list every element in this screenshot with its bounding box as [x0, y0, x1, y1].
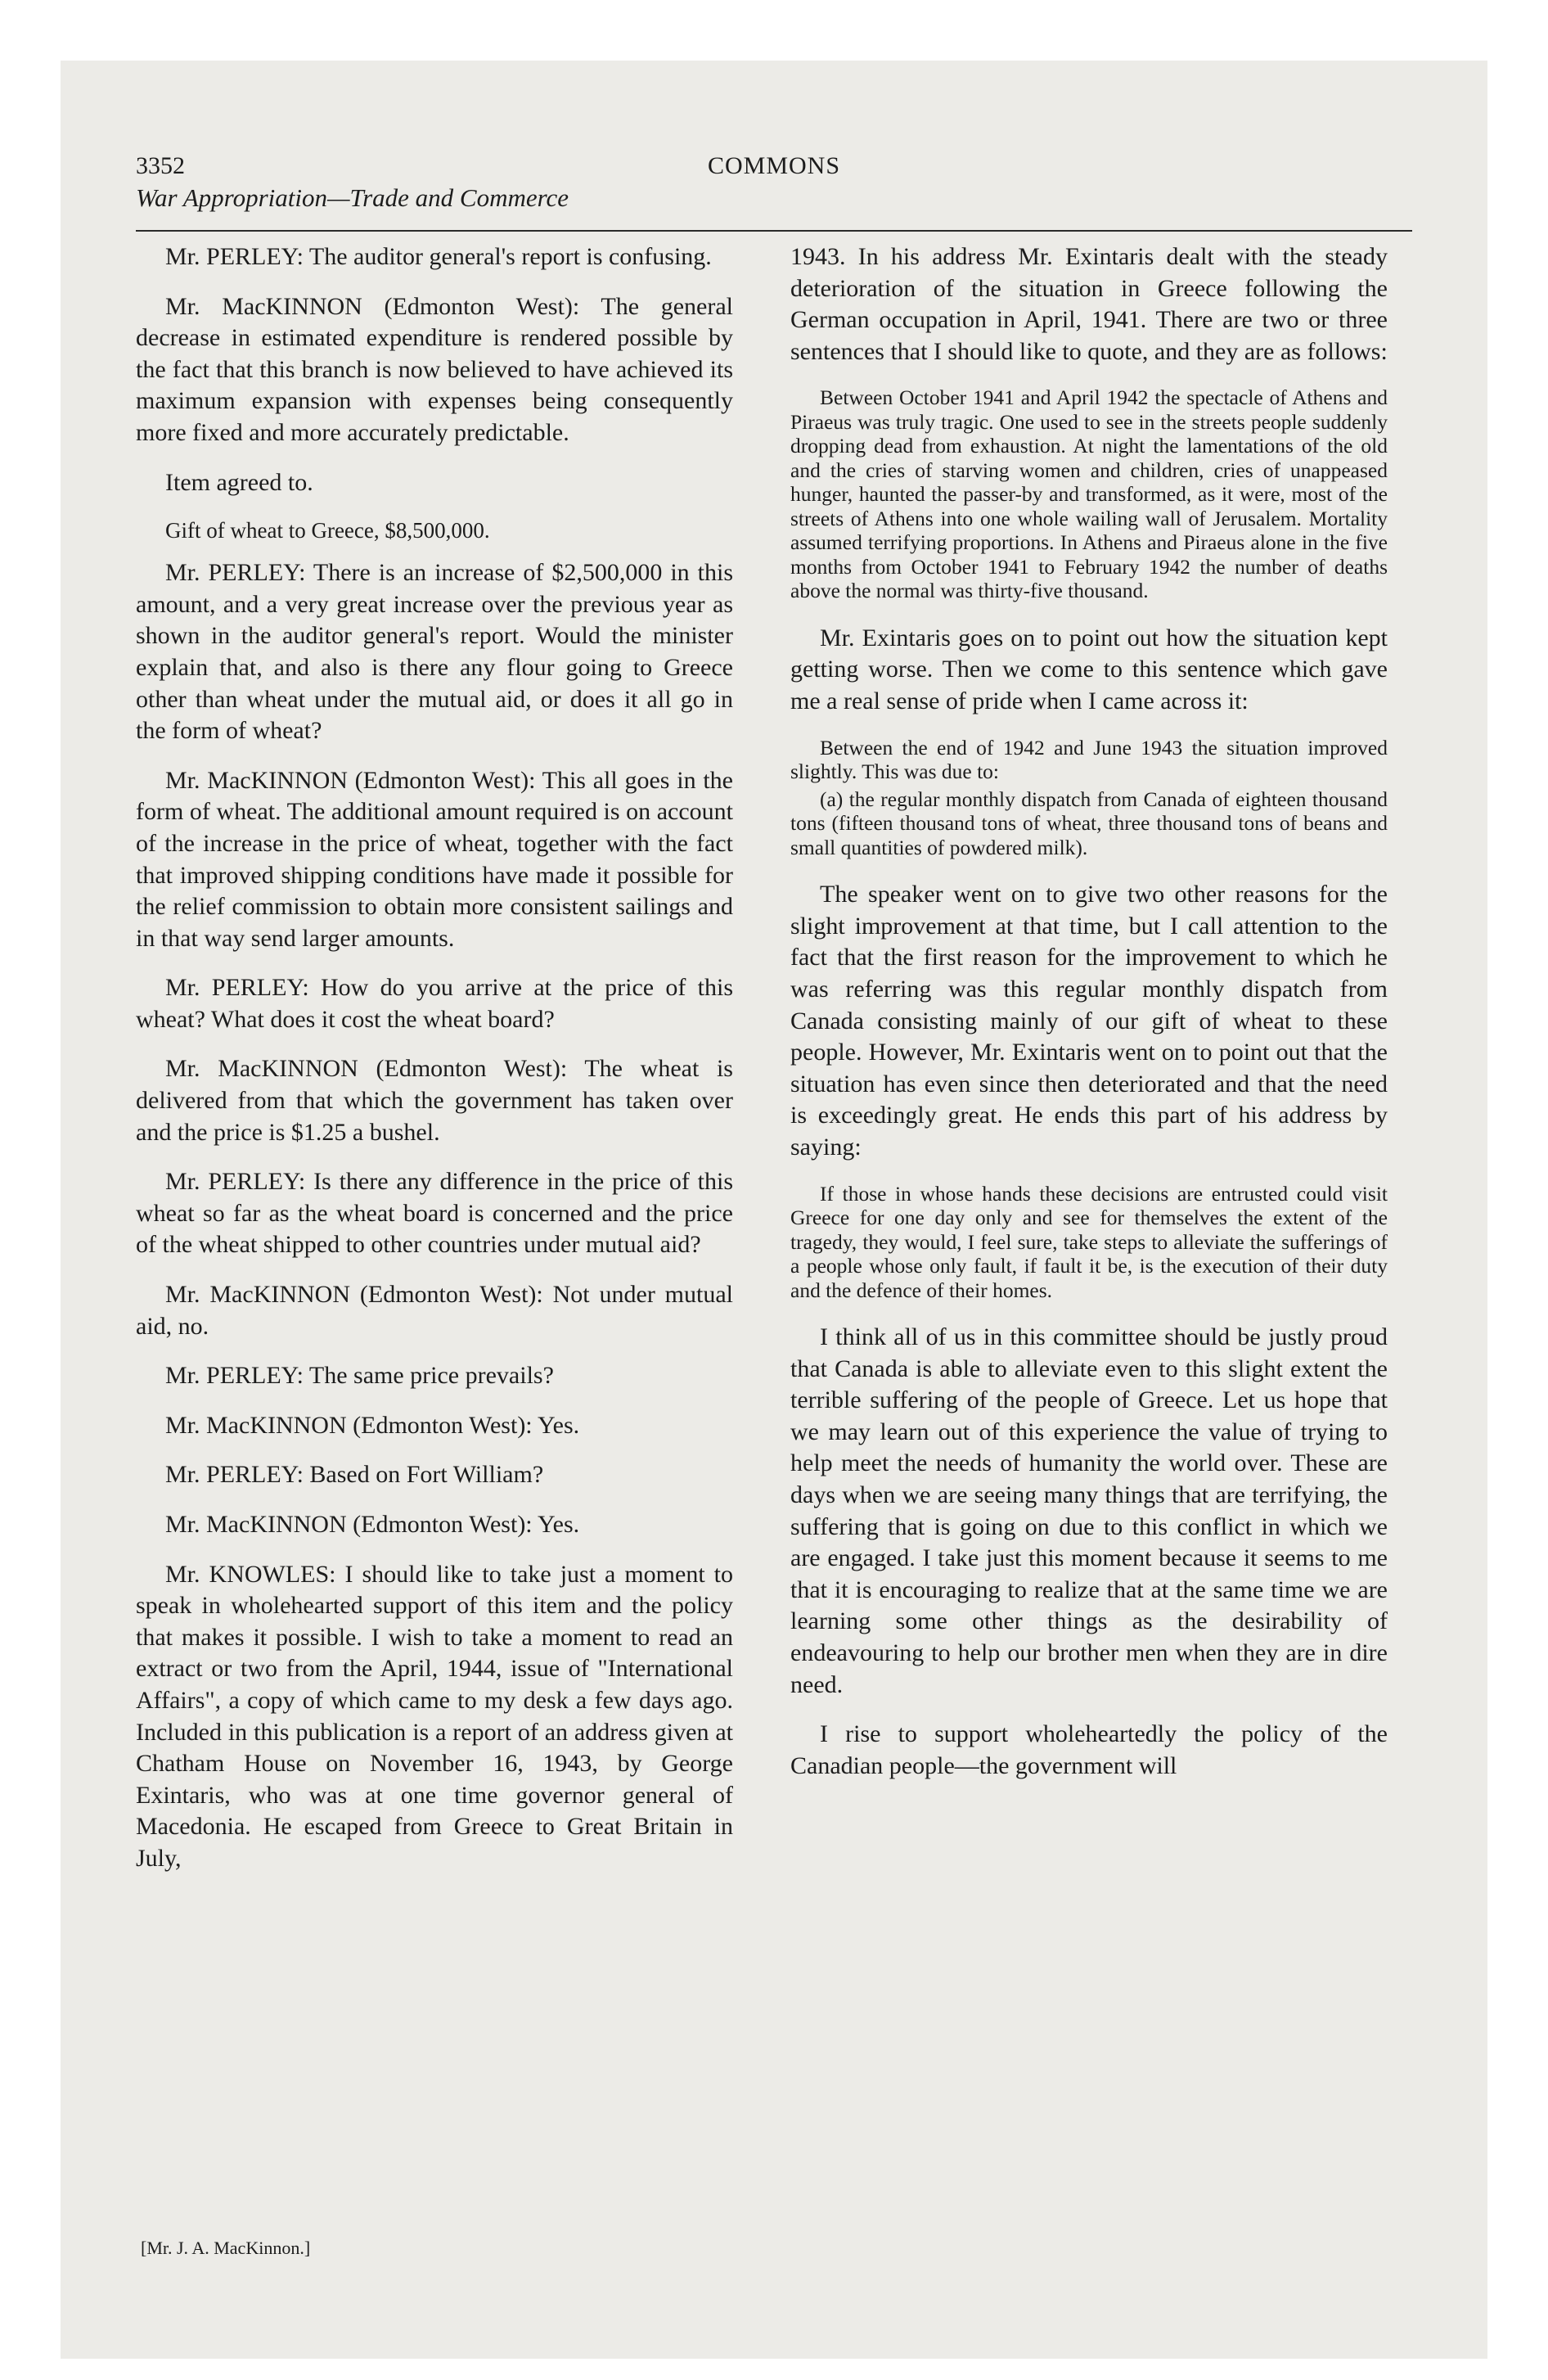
section-name: COMMONS [707, 152, 841, 179]
page-number: 3352 [136, 152, 185, 179]
paragraph: Mr. KNOWLES: I should like to take just a moment to speak in wholehearted support of this item and the policy that makes it possible. I wish to take a moment to read an extract or two from the April, 1944, issue of "International Affairs", a copy of which came to my desk a few days ago. Included in this publication is a report of an address given at Chatham House on November 16, 1943, by George Exintaris, who was at one time governor general of Macedonia. He escaped from Greece to Great Britain in July, [136, 1560, 733, 1872]
paragraph: I rise to support wholeheartedly the policy of the Canadian people—the government will [790, 1720, 1388, 1779]
block-quote: (a) the regular monthly dispatch from Canada of eighteen thousand tons (fifteen thousand tons of wheat, three thousand tons of beans and small quantities of powdered milk). [790, 787, 1388, 859]
paragraph: Mr. PERLEY: Based on Fort William? [165, 1461, 544, 1489]
header-rule [136, 230, 1412, 232]
page-header [136, 152, 1412, 218]
speaker-footnote: [Mr. J. A. MacKinnon.] [141, 2238, 311, 2258]
paragraph: 1943. In his address Mr. Exintaris dealt with the steady deterioration of the situation in Greece following the German occupation in April, 1941. There are two or three sentences that I should like to quote, and they are as follows: [790, 243, 1388, 365]
paragraph: Item agreed to. [165, 468, 313, 496]
paragraph: Mr. MacKINNON (Edmonton West): This all goes in the form of wheat. The additional amount required is on account of the increase in the price of wheat, together with the fact that improved shipping conditions have made it possible for the relief commission to obtain more consistent sailings and in that way send larger amounts. [136, 766, 733, 952]
running-title: War Appropriation—Trade and Commerce [136, 183, 569, 212]
paragraph: Mr. PERLEY: The same price prevails? [165, 1362, 554, 1390]
block-quote: Between the end of 1942 and June 1943 the situation improved slightly. This was due to: [790, 735, 1388, 784]
block-quote: If those in whose hands these decisions are entrusted could visit Greece for one day only and see for themselves the extent of the tragedy, they would, I feel sure, take steps to alleviate the sufferings of a people whose only fault, if fault it be, is the execution of their duty and the defence of their homes. [790, 1181, 1388, 1302]
right-column [790, 241, 1388, 1800]
paragraph: Mr. PERLEY: Is there any difference in the price of this wheat so far as the wheat board is concerned and the price of the wheat shipped to other countries under mutual aid? [136, 1168, 733, 1259]
paragraph: Mr. MacKINNON (Edmonton West): Yes. [165, 1411, 580, 1439]
left-column [136, 241, 733, 1893]
paragraph: Mr. MacKINNON (Edmonton West): The general decrease in estimated expenditure is rendered possible by the fact that this branch is now believed to have achieved its maximum expansion with expenses being consequently more fixed and more accurately predictable. [136, 292, 733, 446]
paragraph: Mr. PERLEY: There is an increase of $2,500,000 in this amount, and a very great increase over the previous year as shown in the auditor general's report. Would the minister explain that, and also is there any flour going to Greece other than wheat under the mutual aid, or does it all go in the form of wheat? [136, 559, 733, 745]
paragraph: Mr. Exintaris goes on to point out how the situation kept getting worse. Then we come to this sentence which gave me a real sense of pride when I came across it: [790, 624, 1388, 715]
block-quote: Between October 1941 and April 1942 the spectacle of Athens and Piraeus was truly tragic. One used to see in the streets people suddenly dropping dead from exhaustion. At night the lamentations of the old and the cries of starving women and children, cries of unappeased hunger, haunted the passer-by and transformed, as it were, most of the streets of Athens into one whole wailing wall of Jerusalem. Mortality assumed terrifying proportions. In Athens and Piraeus alone in the five months from October 1941 to February 1942 the number of deaths above the normal was thirty-five thousand. [790, 385, 1388, 603]
paragraph: Mr. MacKINNON (Edmonton West): The wheat is delivered from that which the government has taken over and the price is $1.25 a bushel. [136, 1055, 733, 1146]
paragraph: Mr. PERLEY: How do you arrive at the price of this wheat? What does it cost the wheat board? [136, 974, 733, 1033]
paragraph: Mr. PERLEY: The auditor general's report is confusing. [165, 243, 712, 270]
paragraph: I think all of us in this committee should be justly proud that Canada is able to alleviate even to this slight extent the terrible suffering of the people of Greece. Let us hope that we may learn out of this experience the value of trying to help meet the needs of humanity the world over. These are days when we are seeing many things that are terrifying, the suffering that is going on due to this conflict in which we are engaged. I take just this moment because it seems to me that it is encouraging to realize that at the same time we are learning some other things as the desirability of endeavouring to help our brother men when they are in dire need. [790, 1323, 1388, 1698]
paragraph: Mr. MacKINNON (Edmonton West): Yes. [165, 1511, 580, 1538]
paragraph: The speaker went on to give two other reasons for the slight improvement at that time, but I call attention to the fact that the first reason for the improvement to which he was referring was this regular monthly dispatch from Canada consisting mainly of our gift of wheat to these people. However, Mr. Exintaris went on to point out that the situation has even since then deteriorated and that the need is exceedingly great. He ends this part of his address by saying: [790, 881, 1388, 1161]
paragraph: Mr. MacKINNON (Edmonton West): Not under mutual aid, no. [136, 1281, 733, 1340]
item-heading: Gift of wheat to Greece, $8,500,000. [165, 518, 490, 543]
